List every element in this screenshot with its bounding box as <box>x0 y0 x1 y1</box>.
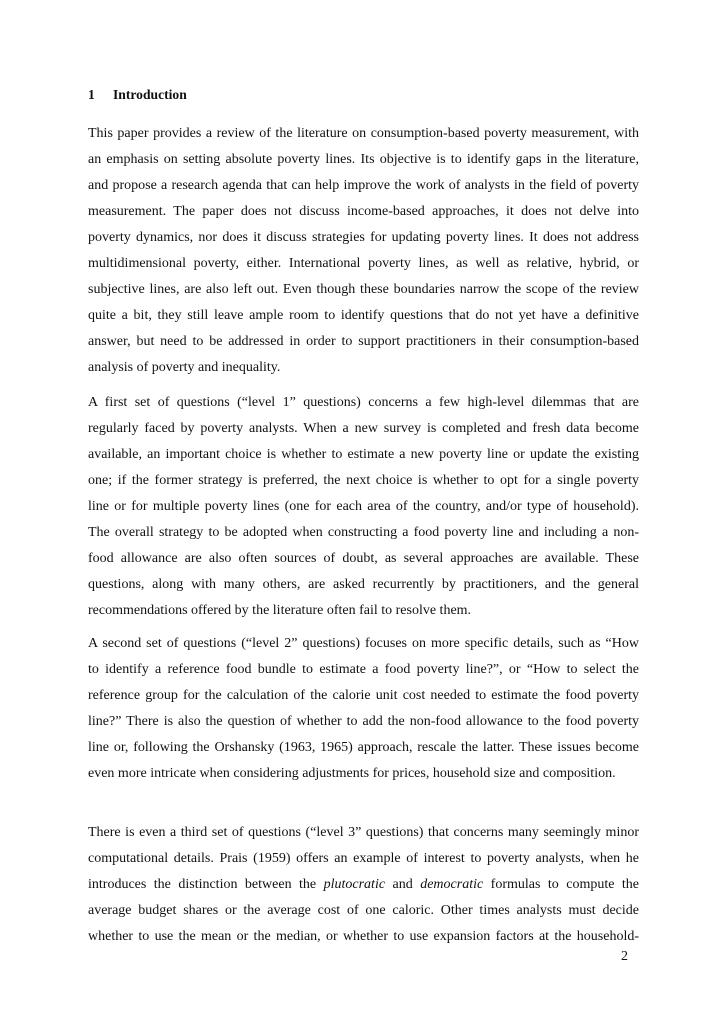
text-line: questions, along with many others, are asked recurrently by practitioners, and the general <box>88 577 639 592</box>
page-number: 2 <box>621 949 628 964</box>
text-line: analysis of poverty and inequality. <box>88 360 281 375</box>
text-line <box>88 872 639 898</box>
text-line: regularly faced by poverty analysts. When a new survey is completed and fresh data become <box>88 421 639 436</box>
section-heading <box>88 86 187 104</box>
text-line: computational details. Prais (1959) offers an example of interest to poverty analysts, when he <box>88 851 639 866</box>
section-title: Introduction <box>113 87 187 102</box>
text-line: A second set of questions (“level 2” questions) focuses on more specific details, such as “How <box>88 636 639 651</box>
text-line: to identify a reference food bundle to estimate a food poverty line?”, or “How to select the <box>88 662 639 677</box>
text-line: subjective lines, are also left out. Even though these boundaries narrow the scope of the review <box>88 282 639 297</box>
text-line: an emphasis on setting absolute poverty lines. Its objective is to identify gaps in the literature, <box>88 152 639 167</box>
emphasis-democratic: democratic <box>420 877 484 892</box>
paragraph-3 <box>88 631 639 787</box>
text-line: and propose a research agenda that can help improve the work of analysts in the field of poverty <box>88 178 639 193</box>
section-number: 1 <box>88 87 95 102</box>
text-line: measurement. The paper does not discuss income-based approaches, it does not delve into <box>88 204 639 219</box>
paragraph-4 <box>88 820 639 950</box>
text-line: poverty dynamics, nor does it discuss strategies for updating poverty lines. It does not address <box>88 230 639 245</box>
text-line: The overall strategy to be adopted when constructing a food poverty line and including a non- <box>88 525 639 540</box>
text-line: average budget shares or the average cost of one caloric. Other times analysts must decide <box>88 903 639 918</box>
text-line: even more intricate when considering adjustments for prices, household size and composition. <box>88 766 616 781</box>
text-line: reference group for the calculation of the calorie unit cost needed to estimate the food poverty <box>88 688 639 703</box>
text-line: multidimensional poverty, either. International poverty lines, as well as relative, hybrid, or <box>88 256 639 271</box>
text-line: quite a bit, they still leave ample room to identify questions that do not yet have a definitive <box>88 308 639 323</box>
text-line: recommendations offered by the literature often fail to resolve them. <box>88 603 472 618</box>
text-line: line or, following the Orshansky (1963, 1965) approach, rescale the latter. These issues become <box>88 740 639 755</box>
text-line: line?” There is also the question of whether to add the non-food allowance to the food poverty <box>88 714 639 729</box>
text-line: A first set of questions (“level 1” questions) concerns a few high-level dilemmas that are <box>88 395 639 410</box>
text-line: one; if the former strategy is preferred, the next choice is whether to opt for a single poverty <box>88 473 639 488</box>
text-line: whether to use the mean or the median, or whether to use expansion factors at the household- <box>88 929 639 944</box>
text-line: available, an important choice is whether to estimate a new poverty line or update the existing <box>88 447 639 462</box>
text-line: food allowance are also often sources of doubt, as several approaches are available. These <box>88 551 639 566</box>
text-line: line or for multiple poverty lines (one for each area of the country, and/or type of household). <box>88 499 639 514</box>
text-run: and <box>385 877 421 892</box>
text-run: formulas to compute the <box>483 877 639 892</box>
paragraph-1 <box>88 121 639 381</box>
text-line: This paper provides a review of the literature on consumption-based poverty measurement, with <box>88 126 639 141</box>
emphasis-plutocratic: plutocratic <box>323 877 386 892</box>
text-line: answer, but need to be addressed in order to support practitioners in their consumption-based <box>88 334 639 349</box>
text-line: There is even a third set of questions (“level 3” questions) that concerns many seemingly minor <box>88 825 639 840</box>
text-run: introduces the distinction between the <box>88 877 324 892</box>
paragraph-2 <box>88 390 639 624</box>
